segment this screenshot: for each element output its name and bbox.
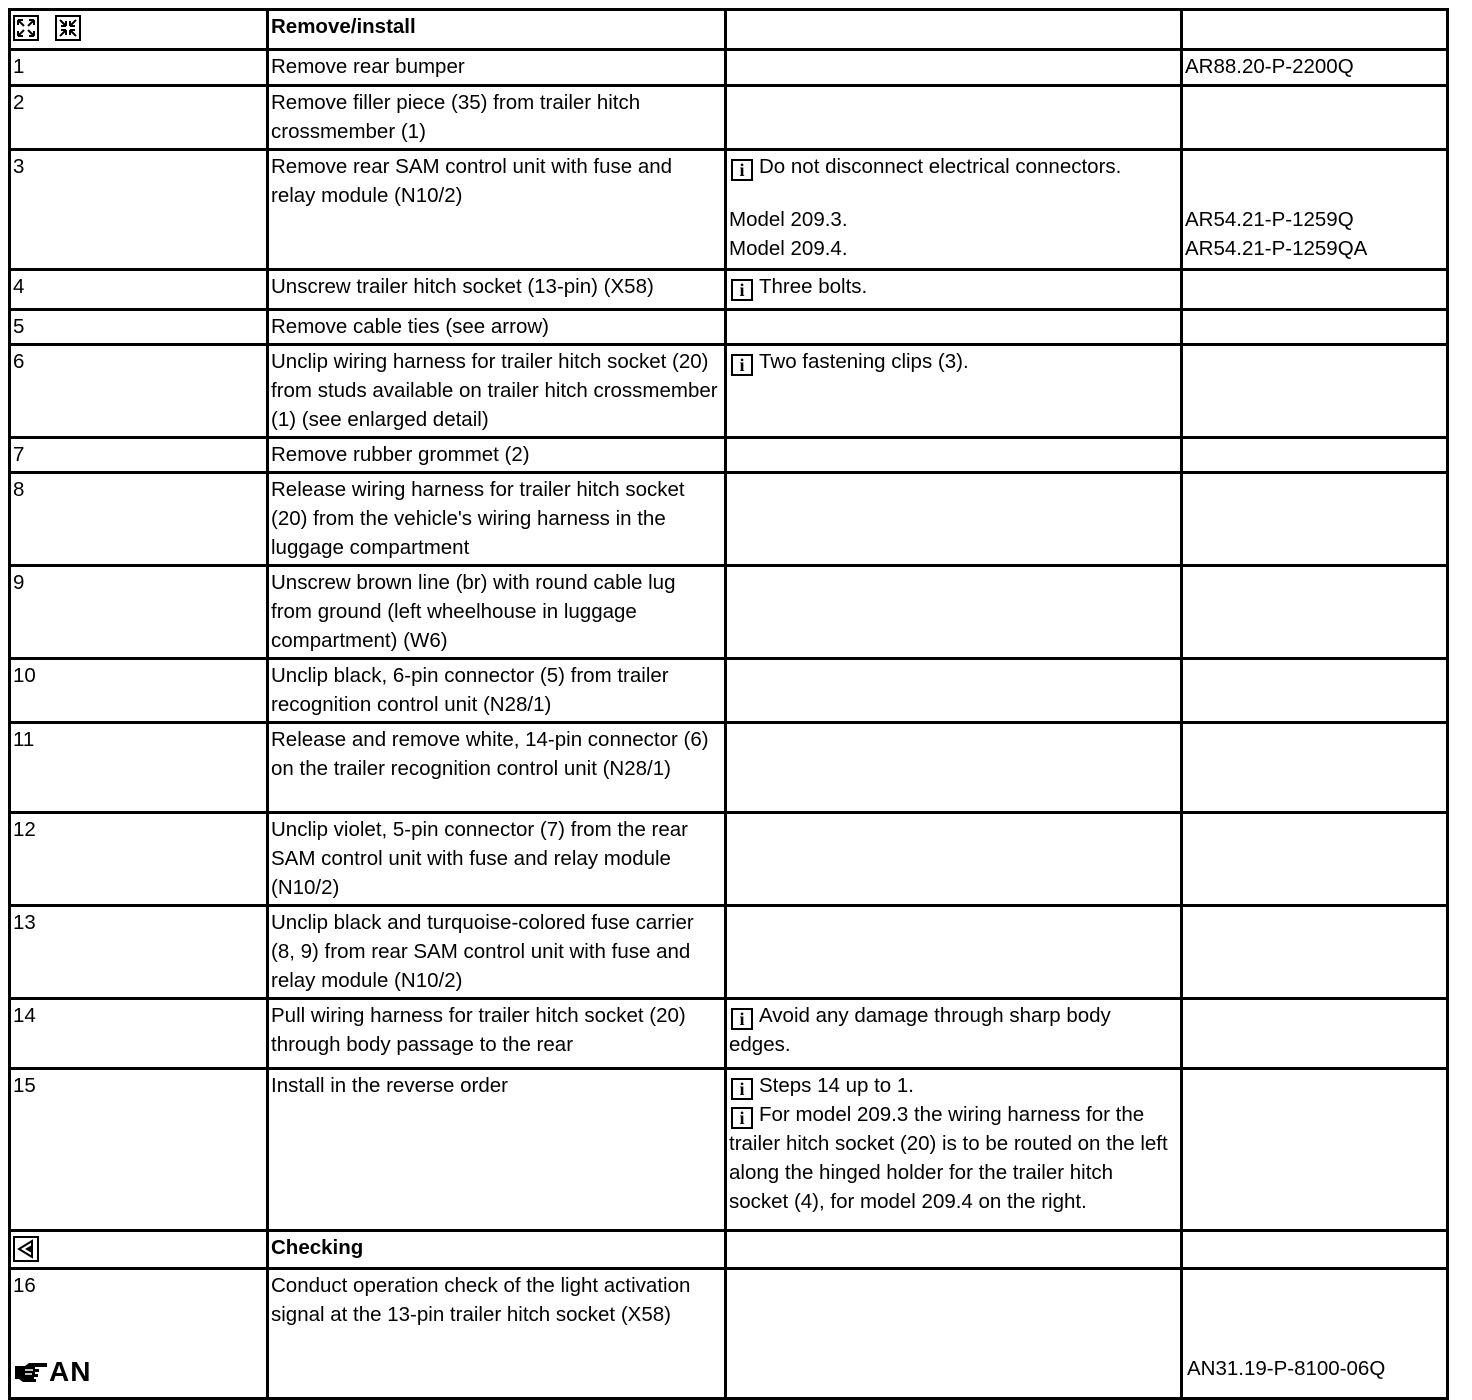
step-refs bbox=[1182, 50, 1448, 86]
step-notes bbox=[726, 566, 1182, 659]
step-notes bbox=[726, 473, 1182, 566]
step-number: 11 bbox=[10, 723, 268, 813]
note bbox=[729, 1100, 1176, 1216]
step-action: Remove rear bumper bbox=[268, 50, 726, 86]
document-reference-link[interactable]: AR54.21-P-1259Q bbox=[1185, 208, 1354, 231]
step-action: Install in the reverse order bbox=[268, 1069, 726, 1231]
step-notes bbox=[726, 310, 1182, 345]
step-notes bbox=[726, 659, 1182, 723]
info-icon: i bbox=[731, 354, 753, 376]
note-text: Three bolts. bbox=[759, 275, 868, 298]
step-refs bbox=[1182, 723, 1448, 813]
step-row bbox=[10, 813, 1448, 906]
step-notes bbox=[726, 438, 1182, 473]
step-number: 12 bbox=[10, 813, 268, 906]
step-refs bbox=[1182, 999, 1448, 1069]
document-reference-link[interactable]: AR88.20-P-2200Q bbox=[1185, 55, 1354, 78]
step-action: Unclip black, 6-pin connector (5) from trailer recognition control unit (N28/1) bbox=[268, 659, 726, 723]
step-action: Pull wiring harness for trailer hitch socket (20) through body passage to the rear bbox=[268, 999, 726, 1069]
step-notes bbox=[726, 1069, 1182, 1231]
step-action: Remove cable ties (see arrow) bbox=[268, 310, 726, 345]
info-icon: i bbox=[731, 1078, 753, 1100]
step-number: 15 bbox=[10, 1069, 268, 1231]
note-text: Do not disconnect electrical connectors. bbox=[759, 155, 1122, 178]
step-notes bbox=[726, 345, 1182, 438]
note-text: Two fastening clips (3). bbox=[759, 350, 969, 373]
step-row bbox=[10, 345, 1448, 438]
procedure-table bbox=[8, 8, 1449, 1400]
step-action: Remove rubber grommet (2) bbox=[268, 438, 726, 473]
expand-icon[interactable] bbox=[13, 15, 39, 41]
step-action: Release and remove white, 14-pin connector (6) on the trailer recognition control unit (N28/1) bbox=[268, 723, 726, 813]
step-action: Remove filler piece (35) from trailer hitch crossmember (1) bbox=[268, 86, 726, 150]
step-number: 4 bbox=[10, 270, 268, 310]
header-icons-cell bbox=[10, 10, 268, 50]
info-icon: i bbox=[731, 279, 753, 301]
step-number: 9 bbox=[10, 566, 268, 659]
step-refs bbox=[1182, 150, 1448, 270]
info-icon: i bbox=[731, 1107, 753, 1129]
step-number: 14 bbox=[10, 999, 268, 1069]
section-title: Remove/install bbox=[268, 10, 726, 50]
step-number-cell bbox=[10, 1269, 268, 1399]
step-row bbox=[10, 86, 1448, 150]
step-action: Remove rear SAM control unit with fuse and relay module (N10/2) bbox=[268, 150, 726, 270]
step-row bbox=[10, 1269, 1448, 1399]
document-reference-link[interactable]: AR54.21-P-1259QA bbox=[1185, 237, 1368, 260]
an-label: AN bbox=[49, 1356, 92, 1387]
model-label: Model 209.3. bbox=[729, 208, 848, 231]
note bbox=[729, 152, 1176, 181]
checking-refs-cell bbox=[1182, 1231, 1448, 1269]
step-row bbox=[10, 1069, 1448, 1231]
step-refs bbox=[1182, 310, 1448, 345]
note bbox=[729, 1071, 1176, 1100]
step-notes bbox=[726, 813, 1182, 906]
step-refs bbox=[1182, 473, 1448, 566]
pointing-hand-icon bbox=[13, 1360, 49, 1384]
step-notes bbox=[726, 1269, 1182, 1399]
step-number: 13 bbox=[10, 906, 268, 999]
checking-notes-cell bbox=[726, 1231, 1182, 1269]
step-refs bbox=[1182, 345, 1448, 438]
step-refs bbox=[1182, 906, 1448, 999]
step-notes bbox=[726, 86, 1182, 150]
step-notes bbox=[726, 50, 1182, 86]
header-notes-cell bbox=[726, 10, 1182, 50]
step-row bbox=[10, 438, 1448, 473]
step-number: 10 bbox=[10, 659, 268, 723]
step-row bbox=[10, 310, 1448, 345]
step-notes bbox=[726, 150, 1182, 270]
step-row bbox=[10, 150, 1448, 270]
step-row bbox=[10, 999, 1448, 1069]
note-text: Avoid any damage through sharp body edges. bbox=[729, 1004, 1111, 1056]
checking-icon-cell bbox=[10, 1231, 268, 1269]
step-row bbox=[10, 906, 1448, 999]
header-refs-cell bbox=[1182, 10, 1448, 50]
step-action: Conduct operation check of the light activation signal at the 13-pin trailer hitch socket (X58) bbox=[268, 1269, 726, 1399]
checking-header-row bbox=[10, 1231, 1448, 1269]
step-refs bbox=[1182, 438, 1448, 473]
step-refs bbox=[1182, 1069, 1448, 1231]
an-reference[interactable] bbox=[13, 1357, 91, 1387]
step-number: 16 bbox=[13, 1274, 36, 1297]
step-action: Release wiring harness for trailer hitch socket (20) from the vehicle's wiring harness in the luggage compartment bbox=[268, 473, 726, 566]
note bbox=[729, 347, 1176, 376]
note bbox=[729, 1001, 1176, 1059]
step-action: Unclip black and turquoise-colored fuse carrier (8, 9) from rear SAM control unit with fuse and relay module (N10/2) bbox=[268, 906, 726, 999]
step-action: Unscrew brown line (br) with round cable lug from ground (left wheelhouse in luggage compartment) (W6) bbox=[268, 566, 726, 659]
step-action: Unclip violet, 5-pin connector (7) from the rear SAM control unit with fuse and relay module (N10/2) bbox=[268, 813, 726, 906]
header-row bbox=[10, 10, 1448, 50]
info-icon: i bbox=[731, 1008, 753, 1030]
step-row bbox=[10, 659, 1448, 723]
step-action: Unclip wiring harness for trailer hitch socket (20) from studs available on trailer hitch crossmember (1) (see enlarged detail) bbox=[268, 345, 726, 438]
step-refs bbox=[1182, 270, 1448, 310]
step-notes bbox=[726, 270, 1182, 310]
step-refs bbox=[1182, 566, 1448, 659]
step-row bbox=[10, 270, 1448, 310]
step-notes bbox=[726, 906, 1182, 999]
step-number: 5 bbox=[10, 310, 268, 345]
step-row bbox=[10, 473, 1448, 566]
step-row bbox=[10, 566, 1448, 659]
step-number: 1 bbox=[10, 50, 268, 86]
step-number: 6 bbox=[10, 345, 268, 438]
note-text: For model 209.3 the wiring harness for the trailer hitch socket (20) is to be routed on the left along the hinged holder for the trailer hitch socket (4), for model 209.4 on the right. bbox=[729, 1103, 1168, 1213]
step-notes bbox=[726, 999, 1182, 1069]
step-notes bbox=[726, 723, 1182, 813]
step-refs bbox=[1182, 813, 1448, 906]
note-text: Steps 14 up to 1. bbox=[759, 1074, 915, 1097]
info-icon: i bbox=[731, 159, 753, 181]
step-refs bbox=[1182, 659, 1448, 723]
document-reference-link[interactable]: AN31.19-P-8100-06Q bbox=[1187, 1357, 1386, 1380]
checking-icon[interactable] bbox=[13, 1236, 39, 1262]
step-action: Unscrew trailer hitch socket (13-pin) (X58) bbox=[268, 270, 726, 310]
step-number: 8 bbox=[10, 473, 268, 566]
step-refs bbox=[1182, 1269, 1448, 1399]
step-number: 7 bbox=[10, 438, 268, 473]
note bbox=[729, 272, 1176, 301]
step-number: 2 bbox=[10, 86, 268, 150]
checking-title: Checking bbox=[268, 1231, 726, 1269]
step-number: 3 bbox=[10, 150, 268, 270]
collapse-icon[interactable] bbox=[55, 15, 81, 41]
step-row bbox=[10, 723, 1448, 813]
model-label: Model 209.4. bbox=[729, 237, 848, 260]
step-row bbox=[10, 50, 1448, 86]
step-refs bbox=[1182, 86, 1448, 150]
